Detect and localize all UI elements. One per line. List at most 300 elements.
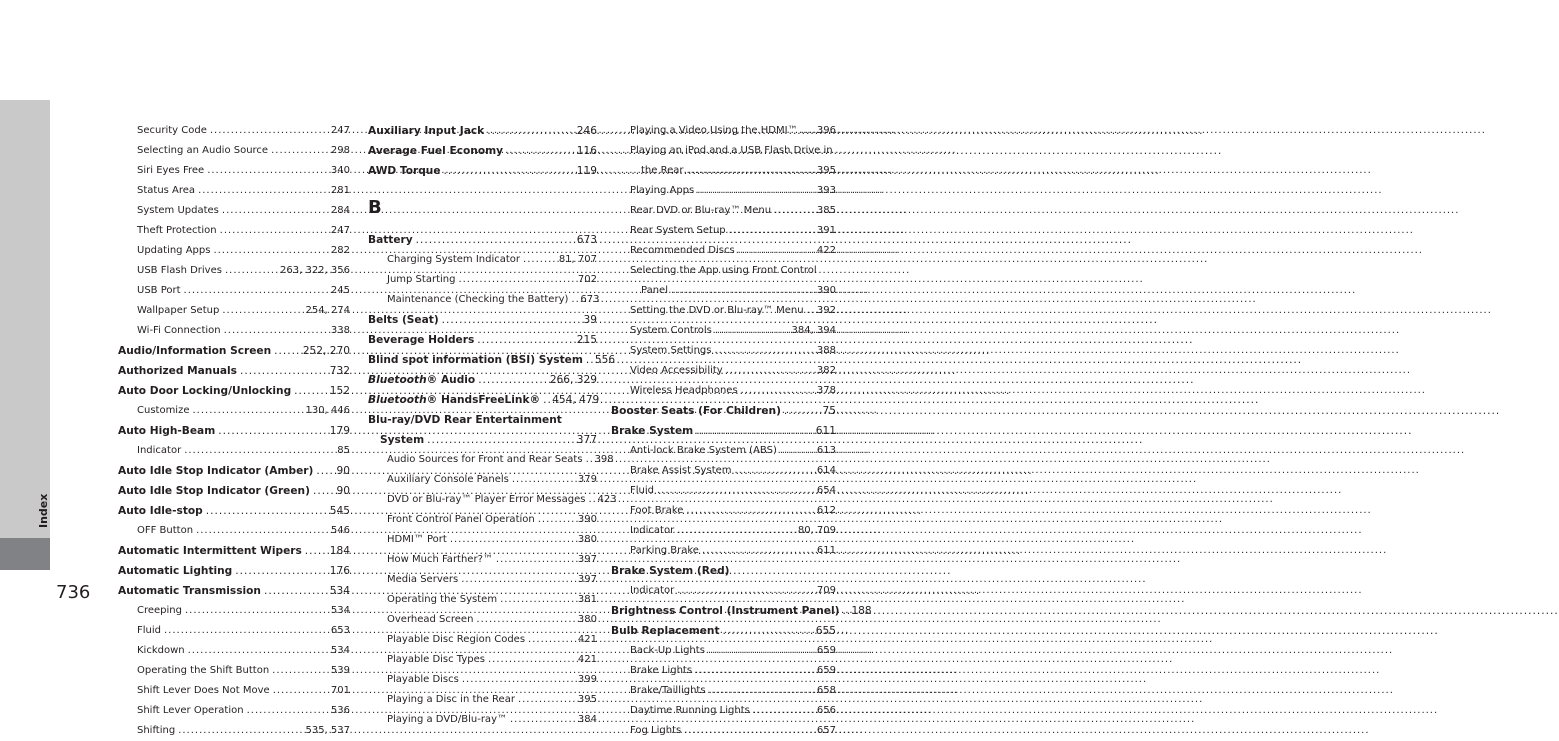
dot-leader — [272, 661, 328, 681]
index-entry-page[interactable]: 90 — [336, 485, 350, 497]
index-entry-title: Auto Door Locking/Unlocking — [118, 385, 292, 397]
index-entry-page[interactable]: 377 — [576, 434, 597, 446]
index-entry-title: Kickdown — [137, 645, 185, 656]
dot-leader — [686, 161, 813, 181]
dot-leader — [523, 250, 556, 270]
index-entry-title: Selecting an Audio Source — [137, 145, 269, 156]
index-entry[interactable] — [611, 221, 836, 241]
dot-leader — [586, 350, 592, 370]
index-entry[interactable] — [118, 681, 350, 701]
index-entry-page[interactable]: 656 — [816, 705, 836, 716]
index-entry-page[interactable]: 388 — [816, 345, 836, 356]
index-entry[interactable] — [611, 361, 836, 381]
index-entry-title: Brightness Control (Instrument Panel) — [611, 605, 840, 617]
index-entry-page[interactable]: 385 — [816, 205, 836, 216]
index-entry-page[interactable]: 340 — [330, 165, 350, 176]
index-entry-page[interactable]: 396 — [816, 125, 836, 136]
index-entry-page[interactable]: 247 — [330, 125, 350, 136]
index-entry[interactable] — [368, 690, 597, 710]
index-entry-title: Playing a Video Using the HDMI™ — [630, 125, 798, 136]
index-entry-title: Belts (Seat) — [368, 314, 439, 326]
index-entry[interactable] — [118, 361, 350, 381]
dot-leader — [586, 450, 592, 470]
index-entry[interactable] — [118, 501, 350, 521]
dot-leader — [801, 121, 814, 141]
dot-leader — [247, 701, 328, 721]
index-entry[interactable] — [611, 301, 836, 321]
index-entry[interactable] — [611, 641, 836, 661]
index-entry-page[interactable]: 384 — [577, 714, 597, 725]
dot-leader — [696, 421, 813, 441]
index-entry-page[interactable]: 184 — [329, 545, 350, 557]
index-entry-title: Siri Eyes Free — [137, 165, 205, 176]
index-entry-page[interactable]: 399 — [577, 674, 597, 685]
page-number: 736 — [56, 582, 91, 603]
index-entry-title: Shift Lever Does Not Move — [137, 685, 270, 696]
dot-leader — [684, 721, 814, 741]
index-entry-title: Brake Assist System — [630, 465, 732, 476]
index-entry[interactable] — [118, 181, 350, 201]
dot-leader — [222, 301, 302, 321]
index-entry-page[interactable]: 252, 270 — [302, 345, 350, 357]
index-entry-page[interactable]: 654 — [816, 485, 836, 496]
index-entry-title: Wi-Fi Connection — [137, 325, 221, 336]
index-entry[interactable] — [118, 461, 350, 481]
dot-leader — [316, 461, 333, 481]
index-entry-title: Playing Apps — [630, 185, 695, 196]
index-entry[interactable] — [611, 181, 836, 201]
index-entry[interactable] — [368, 390, 600, 410]
index-entry-page[interactable]: 702 — [577, 274, 597, 285]
index-entry-title: Setting the DVD or Blu-ray™ Menu — [630, 305, 804, 316]
index-entry[interactable] — [118, 601, 350, 621]
index-entry[interactable] — [611, 321, 836, 341]
dot-leader — [807, 301, 814, 321]
index-entry-page[interactable]: 282 — [330, 245, 350, 256]
index-entry[interactable] — [611, 201, 836, 221]
dot-leader — [518, 690, 575, 710]
index-entry-page[interactable]: 246 — [576, 125, 597, 137]
index-entry-page[interactable]: 119 — [576, 165, 597, 177]
index-entry-title: OFF Button — [137, 525, 194, 536]
index-column-2 — [368, 121, 617, 730]
index-entry-page[interactable]: 266, 329 — [549, 374, 597, 386]
index-entry[interactable] — [368, 310, 597, 330]
index-entry[interactable] — [611, 461, 836, 481]
index-entry[interactable] — [368, 550, 597, 570]
index-entry[interactable] — [118, 341, 350, 361]
index-entry[interactable] — [368, 270, 597, 290]
dot-leader — [702, 541, 814, 561]
index-entry-page[interactable]: 612 — [816, 505, 836, 516]
index-entry[interactable] — [368, 490, 617, 510]
dot-leader — [500, 590, 575, 610]
index-entry[interactable] — [368, 250, 597, 270]
index-entry-page[interactable]: 116 — [576, 145, 597, 157]
index-entry-page[interactable]: 534 — [330, 605, 350, 616]
dot-leader — [528, 630, 575, 650]
dot-leader — [198, 181, 328, 201]
index-entry[interactable] — [368, 570, 597, 590]
index-entry-title: Booster Seats (For Children) — [611, 405, 781, 417]
index-entry-page[interactable]: 382 — [816, 365, 836, 376]
index-entry[interactable] — [368, 450, 614, 470]
index-entry-page[interactable]: 653 — [330, 625, 350, 636]
index-entry-page[interactable]: 659 — [816, 665, 836, 676]
index-entry[interactable] — [118, 641, 350, 661]
index-entry-page[interactable]: 392 — [816, 305, 836, 316]
index-entry-page[interactable]: 378 — [816, 385, 836, 396]
index-entry-page[interactable]: 81, 707 — [558, 254, 597, 265]
index-entry[interactable] — [368, 290, 600, 310]
index-entry[interactable] — [368, 350, 616, 370]
index-entry-page[interactable]: 673 — [576, 234, 597, 246]
index-entry[interactable] — [368, 430, 597, 450]
index-entry-page[interactable]: 556 — [594, 354, 616, 366]
index-entry-page[interactable]: 179 — [329, 425, 350, 437]
index-entry-title: USB Flash Drives — [137, 265, 222, 276]
index-entry-page[interactable]: 245 — [330, 285, 350, 296]
index-entry-page[interactable]: 393 — [816, 185, 836, 196]
section-letter-b: B — [368, 197, 382, 218]
index-entry-page[interactable]: 611 — [815, 425, 836, 437]
index-entry-page[interactable]: 657 — [816, 725, 836, 736]
index-entry[interactable] — [118, 281, 350, 301]
index-entry[interactable] — [368, 670, 597, 690]
index-entry-page[interactable]: 732 — [329, 365, 350, 377]
dot-leader — [416, 230, 574, 250]
index-entry-page[interactable]: 423 — [597, 494, 617, 505]
index-entry-page[interactable]: 85 — [337, 445, 350, 456]
index-entry-page[interactable]: 614 — [816, 465, 836, 476]
index-entry-page[interactable]: 281 — [330, 185, 350, 196]
dot-leader — [677, 521, 795, 541]
dot-leader — [305, 541, 327, 561]
dot-leader — [193, 401, 303, 421]
index-entry-page[interactable]: 298 — [330, 145, 350, 156]
index-entry[interactable] — [611, 721, 836, 741]
index-entry-title: HDMI™ Port — [387, 534, 447, 545]
index-entry[interactable] — [611, 441, 836, 461]
index-entry[interactable] — [611, 521, 836, 541]
index-entry-title: How Much Farther?™ — [387, 554, 493, 565]
index-entry[interactable] — [118, 321, 350, 341]
index-entry-page[interactable]: 176 — [329, 565, 350, 577]
index-entry-title: Auto Idle Stop Indicator (Amber) — [118, 465, 314, 477]
index-entry-title: Brake/Taillights — [630, 685, 706, 696]
index-entry-page[interactable]: 391 — [816, 225, 836, 236]
dot-leader — [714, 341, 813, 361]
index-entry-page[interactable]: 397 — [577, 574, 597, 585]
index-entry[interactable] — [611, 281, 836, 301]
index-entry-page[interactable]: 673 — [580, 294, 600, 305]
index-entry-page[interactable]: 130, 446 — [305, 405, 350, 416]
index-entry[interactable] — [118, 701, 350, 721]
index-entry[interactable] — [118, 141, 350, 161]
dot-leader — [476, 610, 575, 630]
dot-leader — [496, 550, 575, 570]
index-entry[interactable] — [368, 630, 597, 650]
dot-leader — [538, 510, 575, 530]
index-entry-page[interactable]: 39 — [583, 314, 597, 326]
index-entry-page[interactable]: 152 — [329, 385, 350, 397]
index-entry-page[interactable]: 421 — [577, 634, 597, 645]
index-entry-page[interactable]: 390 — [816, 285, 836, 296]
dot-leader — [478, 370, 547, 390]
index-entry-page[interactable]: 90 — [336, 465, 350, 477]
index-entry[interactable] — [611, 421, 836, 441]
index-entry-page[interactable]: 539 — [330, 665, 350, 676]
index-entry-title: System — [380, 434, 425, 446]
index-entry-title: Panel — [641, 285, 668, 296]
index-entry-title: Audio/Information Screen — [118, 345, 272, 357]
index-entry-page[interactable]: 284 — [330, 205, 350, 216]
index-entry[interactable] — [118, 161, 350, 181]
index-entry-page[interactable]: 545 — [329, 505, 350, 517]
index-entry-title: Bluetooth® HandsFreeLink® — [368, 394, 541, 406]
index-entry-page[interactable]: 546 — [330, 525, 350, 536]
index-entry[interactable] — [368, 121, 597, 141]
index-entry[interactable] — [611, 481, 836, 501]
index-entry-title: Auto Idle-stop — [118, 505, 203, 517]
dot-leader — [164, 621, 328, 641]
index-entry-page[interactable]: 535, 537 — [305, 725, 350, 736]
dot-leader — [784, 401, 820, 421]
index-entry[interactable] — [118, 241, 350, 261]
dot-leader — [512, 470, 575, 490]
index-entry-page[interactable]: 395 — [816, 165, 836, 176]
index-entry-heading: Blu-ray/DVD Rear Entertainment — [368, 414, 562, 426]
index-entry[interactable] — [118, 561, 350, 581]
index-entry[interactable] — [611, 581, 836, 601]
index-entry-page[interactable]: 395 — [577, 694, 597, 705]
index-entry[interactable] — [368, 330, 597, 350]
index-entry-page[interactable]: 454, 479 — [552, 394, 600, 406]
index-entry-title: DVD or Blu-ray™ Player Error Messages — [387, 494, 586, 505]
index-entry-title: Operating the System — [387, 594, 498, 605]
index-entry-page[interactable]: 611 — [816, 545, 836, 556]
index-entry-title: Shifting — [137, 725, 176, 736]
index-entry[interactable] — [611, 121, 836, 141]
dot-leader — [677, 581, 814, 601]
index-entry[interactable] — [611, 701, 836, 721]
dot-leader — [774, 201, 814, 221]
index-entry-page[interactable]: 75 — [822, 405, 836, 417]
index-entry[interactable] — [611, 241, 836, 261]
index-entry-title: Operating the Shift Button — [137, 665, 270, 676]
index-entry-title: Bulb Replacement — [611, 625, 720, 637]
index-entry-page[interactable]: 188 — [851, 605, 872, 617]
index-entry[interactable] — [118, 221, 350, 241]
index-entry-heading: Brake System (Red) — [611, 565, 730, 577]
dot-leader — [225, 261, 277, 281]
dot-leader — [444, 161, 574, 181]
index-entry-title: Playing a Disc in the Rear — [387, 694, 515, 705]
dot-leader — [571, 290, 577, 310]
index-entry-title: Security Code — [137, 125, 207, 136]
dot-leader — [218, 421, 327, 441]
index-entry-title: Indicator — [630, 585, 675, 596]
index-entry-title: Media Servers — [387, 574, 459, 585]
index-entry[interactable] — [118, 481, 350, 501]
index-entry[interactable] — [611, 341, 836, 361]
index-entry-page[interactable]: 381 — [577, 594, 597, 605]
index-entry-page[interactable]: 380 — [577, 614, 597, 625]
dot-leader — [450, 530, 575, 550]
index-entry-title: Customize — [137, 405, 190, 416]
index-entry-title: Video Accessibility — [630, 365, 723, 376]
index-entry-title: Playing a DVD/Blu-ray™ — [387, 714, 507, 725]
index-entry-title: Charging System Indicator — [387, 254, 521, 265]
index-entry[interactable] — [368, 141, 597, 161]
index-entry[interactable] — [368, 370, 597, 390]
index-entry-title: Auxiliary Console Panels — [387, 474, 509, 485]
dot-leader — [780, 441, 814, 461]
index-entry-title: Auto Idle Stop Indicator (Green) — [118, 485, 310, 497]
index-entry[interactable] — [611, 381, 836, 401]
index-entry[interactable] — [368, 650, 597, 670]
dot-leader — [671, 281, 814, 301]
index-entry[interactable] — [611, 161, 836, 181]
index-entry[interactable] — [118, 261, 350, 281]
index-entry-page[interactable]: 390 — [577, 514, 597, 525]
index-entry-page[interactable]: 398 — [594, 454, 614, 465]
dot-leader — [735, 461, 814, 481]
dot-leader — [222, 201, 328, 221]
index-entry-title: Automatic Intermittent Wipers — [118, 545, 302, 557]
index-entry[interactable] — [611, 501, 836, 521]
index-entry-title: Automatic Transmission — [118, 585, 261, 597]
dot-leader — [588, 490, 594, 510]
index-entry-page[interactable]: 247 — [330, 225, 350, 236]
index-entry-page[interactable]: 701 — [330, 685, 350, 696]
dot-leader — [185, 601, 328, 621]
index-entry-title: Playable Discs — [387, 674, 459, 685]
index-entry-title: AWD Torque — [368, 165, 441, 177]
index-entry[interactable] — [118, 521, 350, 541]
index-entry-title: System Settings — [630, 345, 712, 356]
dot-leader — [184, 281, 328, 301]
index-entry[interactable] — [611, 661, 836, 681]
index-entry-title: Status Area — [137, 185, 196, 196]
index-entry[interactable] — [118, 401, 350, 421]
index-entry-heading: Playing an iPod and a USB Flash Drive in — [630, 145, 833, 156]
index-entry[interactable] — [368, 710, 597, 730]
dot-leader — [188, 641, 328, 661]
index-entry-page[interactable]: 613 — [816, 445, 836, 456]
index-entry[interactable] — [368, 510, 597, 530]
index-entry[interactable] — [118, 581, 350, 601]
index-entry[interactable] — [611, 681, 836, 701]
index-entry-page[interactable]: 422 — [816, 245, 836, 256]
index-entry-title: Automatic Lighting — [118, 565, 233, 577]
dot-leader — [723, 621, 813, 641]
index-entry-title: Playable Disc Region Codes — [387, 634, 526, 645]
index-entry-page[interactable]: 658 — [816, 685, 836, 696]
index-entry-page[interactable]: 380 — [577, 534, 597, 545]
index-tab-marker — [0, 538, 50, 570]
index-entry-page[interactable]: 263, 322, 356 — [280, 265, 350, 276]
index-entry-title: Parking Brake — [630, 545, 699, 556]
index-entry-page[interactable]: 379 — [577, 474, 597, 485]
dot-leader — [206, 501, 327, 521]
index-entry-page[interactable]: 80, 709 — [797, 525, 836, 536]
index-entry-page[interactable]: 338 — [330, 325, 350, 336]
dot-leader — [427, 430, 574, 450]
index-column-3 — [611, 121, 872, 741]
index-entry[interactable] — [611, 541, 836, 561]
dot-leader — [477, 330, 574, 350]
dot-leader — [738, 241, 814, 261]
index-entry[interactable] — [118, 721, 350, 741]
index-entry-title: Audio Sources for Front and Rear Seats — [387, 454, 583, 465]
index-entry-title: Recommended Discs — [630, 245, 735, 256]
dot-leader — [741, 381, 814, 401]
index-entry[interactable] — [611, 621, 836, 641]
dot-leader — [264, 581, 327, 601]
index-entry-title: Rear DVD or Blu-ray™ Menu — [630, 205, 772, 216]
index-entry-page[interactable]: 384, 394 — [791, 325, 836, 336]
index-entry[interactable] — [118, 381, 350, 401]
index-entry-page[interactable]: 536 — [330, 705, 350, 716]
index-entry[interactable] — [118, 301, 350, 321]
dot-leader — [709, 681, 814, 701]
index-entry-page[interactable]: 655 — [815, 625, 836, 637]
dot-leader — [461, 570, 575, 590]
index-entry-page[interactable]: 534 — [330, 645, 350, 656]
index-entry[interactable] — [118, 201, 350, 221]
index-entry-page[interactable]: 709 — [816, 585, 836, 596]
dot-leader — [196, 521, 328, 541]
dot-leader — [235, 561, 327, 581]
index-entry-page[interactable]: 215 — [576, 334, 597, 346]
index-entry-page[interactable]: 421 — [577, 654, 597, 665]
dot-leader — [184, 441, 334, 461]
index-entry-page[interactable]: 534 — [329, 585, 350, 597]
index-entry[interactable] — [368, 230, 597, 250]
dot-leader — [458, 270, 574, 290]
dot-leader — [220, 221, 328, 241]
index-entry-page[interactable]: 254, 274 — [305, 305, 350, 316]
index-side-label: Index — [37, 493, 50, 528]
index-entry[interactable] — [118, 441, 350, 461]
index-entry[interactable] — [118, 121, 350, 141]
dot-leader — [842, 601, 848, 621]
dot-leader — [271, 141, 328, 161]
index-entry[interactable] — [368, 590, 597, 610]
dot-leader — [488, 650, 575, 670]
index-entry[interactable] — [368, 610, 597, 630]
index-entry[interactable] — [118, 421, 350, 441]
dot-leader — [715, 321, 789, 341]
dot-leader — [657, 481, 814, 501]
index-entry[interactable] — [368, 161, 597, 181]
index-entry[interactable] — [118, 541, 350, 561]
index-entry-title: Overhead Screen — [387, 614, 474, 625]
index-entry-page[interactable]: 397 — [577, 554, 597, 565]
index-entry-page[interactable]: 659 — [816, 645, 836, 656]
index-entry[interactable] — [118, 661, 350, 681]
index-entry[interactable] — [368, 470, 597, 490]
index-entry[interactable] — [368, 530, 597, 550]
index-entry-title: Fog Lights — [630, 725, 682, 736]
index-entry[interactable] — [118, 621, 350, 641]
index-entry[interactable] — [611, 601, 872, 621]
index-entry[interactable] — [611, 401, 836, 421]
index-entry-title: the Rear — [641, 165, 684, 176]
dot-leader — [510, 710, 575, 730]
index-entry-title: Auxiliary Input Jack — [368, 125, 485, 137]
